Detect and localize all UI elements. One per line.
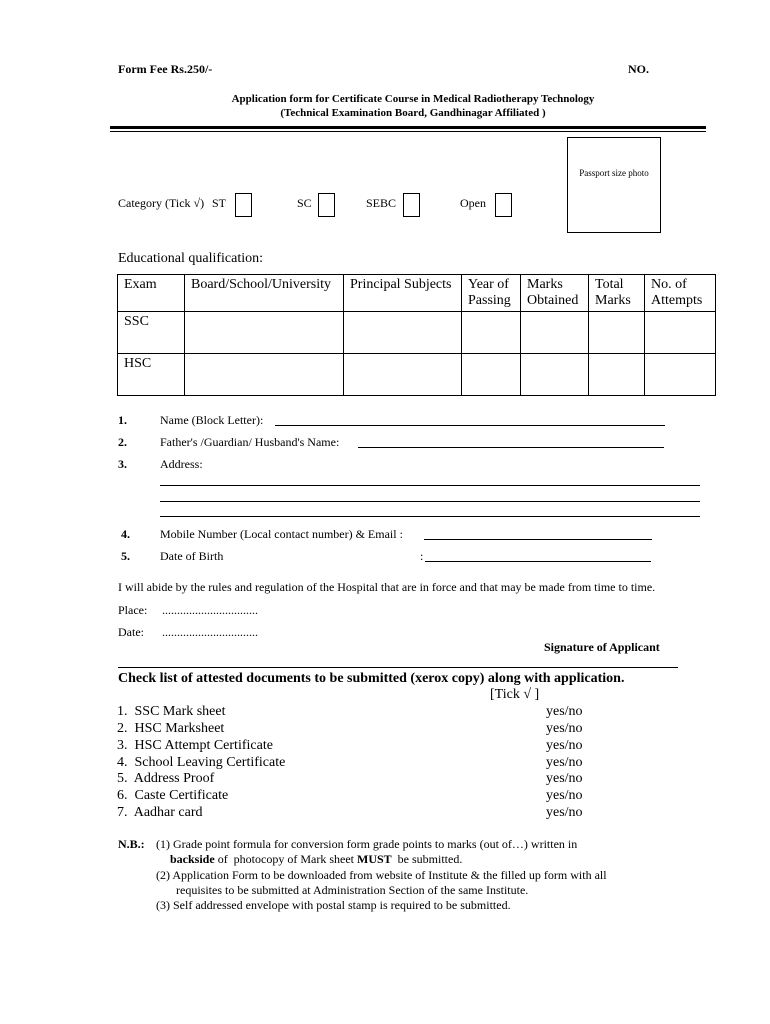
ssc-board-cell[interactable] xyxy=(185,312,344,354)
checklist-item-4-yesno[interactable]: yes/no xyxy=(546,755,583,770)
row-hsc-label: HSC xyxy=(118,354,185,396)
guardian-name-input-line[interactable] xyxy=(358,447,664,448)
note-2-line-1: (2) Application Form to be downloaded from website of Institute & the filled up form with all xyxy=(156,868,607,882)
checklist-item-4-label: School Leaving Certificate xyxy=(134,755,286,770)
address-label: Address: xyxy=(160,457,203,471)
category-open-checkbox[interactable] xyxy=(495,193,512,217)
hsc-board-cell[interactable] xyxy=(185,354,344,396)
checklist-item-3-yesno[interactable]: yes/no xyxy=(546,738,583,753)
education-header-row xyxy=(118,275,716,312)
name-input-line[interactable] xyxy=(275,425,665,426)
col-total: Total Marks xyxy=(589,275,645,312)
field-4-number: 4. xyxy=(121,527,130,541)
checklist-item-7-yesno[interactable]: yes/no xyxy=(546,805,583,820)
checklist-item-1-yesno[interactable]: yes/no xyxy=(546,704,583,719)
education-table xyxy=(117,274,716,396)
col-attempts: No. of Attempts xyxy=(645,275,716,312)
section-divider xyxy=(118,667,678,668)
note-1-end: be submitted. xyxy=(391,852,463,866)
table-row xyxy=(118,354,716,396)
ssc-subjects-cell[interactable] xyxy=(344,312,462,354)
hsc-year-cell[interactable] xyxy=(462,354,521,396)
checklist-item-4-num: 4. xyxy=(117,755,128,770)
checklist-title: Check list of attested documents to be submitted (xerox copy) along with application. xyxy=(118,671,625,686)
note-3: (3) Self addressed envelope with postal stamp is required to be submitted. xyxy=(156,898,511,912)
form-title: Application form for Certificate Course in Medical Radiotherapy Technology xyxy=(231,93,595,105)
category-label: Category (Tick √) xyxy=(118,196,205,210)
passport-photo-box[interactable] xyxy=(567,137,661,233)
ssc-marks-cell[interactable] xyxy=(521,312,589,354)
category-st-label: ST xyxy=(212,196,227,210)
ssc-total-cell[interactable] xyxy=(589,312,645,354)
checklist-item-3-label: HSC Attempt Certificate xyxy=(134,738,273,753)
checklist-item-3-num: 3. xyxy=(117,738,128,753)
col-exam: Exam xyxy=(118,275,185,312)
list-item xyxy=(117,788,228,804)
hsc-total-cell[interactable] xyxy=(589,354,645,396)
declaration-text: I will abide by the rules and regulation of the Hospital that are in force and that may be made from time to time. xyxy=(118,580,656,594)
checklist-item-5-yesno[interactable]: yes/no xyxy=(546,771,583,786)
address-line-1[interactable] xyxy=(160,485,700,486)
address-line-2[interactable] xyxy=(160,501,700,502)
table-row xyxy=(118,312,716,354)
note-1-bold-must: MUST xyxy=(357,852,392,866)
place-label: Place: xyxy=(118,603,148,617)
checklist-item-1-label: SSC Mark sheet xyxy=(134,704,226,719)
checklist-item-2-label: HSC Marksheet xyxy=(134,721,225,736)
list-item xyxy=(117,805,203,821)
header-rule-thick xyxy=(110,126,706,129)
field-1-number: 1. xyxy=(118,413,127,427)
mobile-email-input-line[interactable] xyxy=(424,539,652,540)
header-rule-thin xyxy=(110,131,706,132)
checklist-tick-header: [Tick √ ] xyxy=(490,687,540,702)
notes-label: N.B.: xyxy=(118,837,145,851)
col-board: Board/School/University xyxy=(185,275,344,312)
list-item xyxy=(117,704,226,720)
checklist-item-7-label: Aadhar card xyxy=(133,805,203,820)
checklist-item-2-yesno[interactable]: yes/no xyxy=(546,721,583,736)
ssc-year-cell[interactable] xyxy=(462,312,521,354)
checklist-item-5-label: Address Proof xyxy=(133,771,215,786)
note-1-line-2 xyxy=(170,852,462,867)
category-sc-checkbox[interactable] xyxy=(318,193,335,217)
note-1-line-1: (1) Grade point formula for conversion form grade points to marks (out of…) written in xyxy=(156,837,578,851)
form-subtitle: (Technical Examination Board, Gandhinagar Affiliated ) xyxy=(280,107,546,119)
education-heading: Educational qualification: xyxy=(118,251,264,266)
hsc-marks-cell[interactable] xyxy=(521,354,589,396)
checklist-item-5-num: 5. xyxy=(117,771,128,786)
place-input[interactable]: ................................ xyxy=(162,603,258,617)
name-label: Name (Block Letter): xyxy=(160,413,264,427)
date-label: Date: xyxy=(118,625,144,639)
address-line-3[interactable] xyxy=(160,516,700,517)
row-ssc-label: SSC xyxy=(118,312,185,354)
category-st-checkbox[interactable] xyxy=(235,193,252,217)
checklist-item-2-num: 2. xyxy=(117,721,128,736)
field-3-number: 3. xyxy=(118,457,127,471)
list-item xyxy=(117,755,285,771)
mobile-email-label: Mobile Number (Local contact number) & Email : xyxy=(160,527,403,541)
category-sebc-label: SEBC xyxy=(366,196,397,210)
checklist-item-6-label: Caste Certificate xyxy=(134,788,229,803)
note-1-bold-backside: backside xyxy=(170,852,215,866)
form-fee: Form Fee Rs.250/- xyxy=(118,62,213,76)
note-2-line-2: requisites to be submitted at Administration Section of the same Institute. xyxy=(176,883,529,897)
col-year: Year of Passing xyxy=(462,275,521,312)
passport-photo-label: Passport size photo xyxy=(579,168,649,178)
field-2-number: 2. xyxy=(118,435,127,449)
ssc-attempts-cell[interactable] xyxy=(645,312,716,354)
signature-label: Signature of Applicant xyxy=(544,640,660,654)
form-number-label: NO. xyxy=(628,62,649,76)
note-1-mid: of photocopy of Mark sheet xyxy=(214,852,357,866)
date-input[interactable]: ................................ xyxy=(162,625,258,639)
checklist-item-6-num: 6. xyxy=(117,788,128,803)
list-item xyxy=(117,771,214,787)
list-item xyxy=(117,721,224,737)
hsc-attempts-cell[interactable] xyxy=(645,354,716,396)
col-marks: Marks Obtained xyxy=(521,275,589,312)
dob-label: Date of Birth xyxy=(160,549,224,563)
dob-input-line[interactable] xyxy=(425,561,651,562)
dob-colon: : xyxy=(420,549,424,563)
category-sc-label: SC xyxy=(297,196,312,210)
category-sebc-checkbox[interactable] xyxy=(403,193,420,217)
field-5-number: 5. xyxy=(121,549,130,563)
guardian-name-label: Father's /Guardian/ Husband's Name: xyxy=(160,435,340,449)
checklist-item-6-yesno[interactable]: yes/no xyxy=(546,788,583,803)
col-subjects: Principal Subjects xyxy=(344,275,462,312)
category-open-label: Open xyxy=(460,196,486,210)
list-item xyxy=(117,738,273,754)
checklist-item-7-num: 7. xyxy=(117,805,128,820)
hsc-subjects-cell[interactable] xyxy=(344,354,462,396)
checklist-item-1-num: 1. xyxy=(117,704,128,719)
